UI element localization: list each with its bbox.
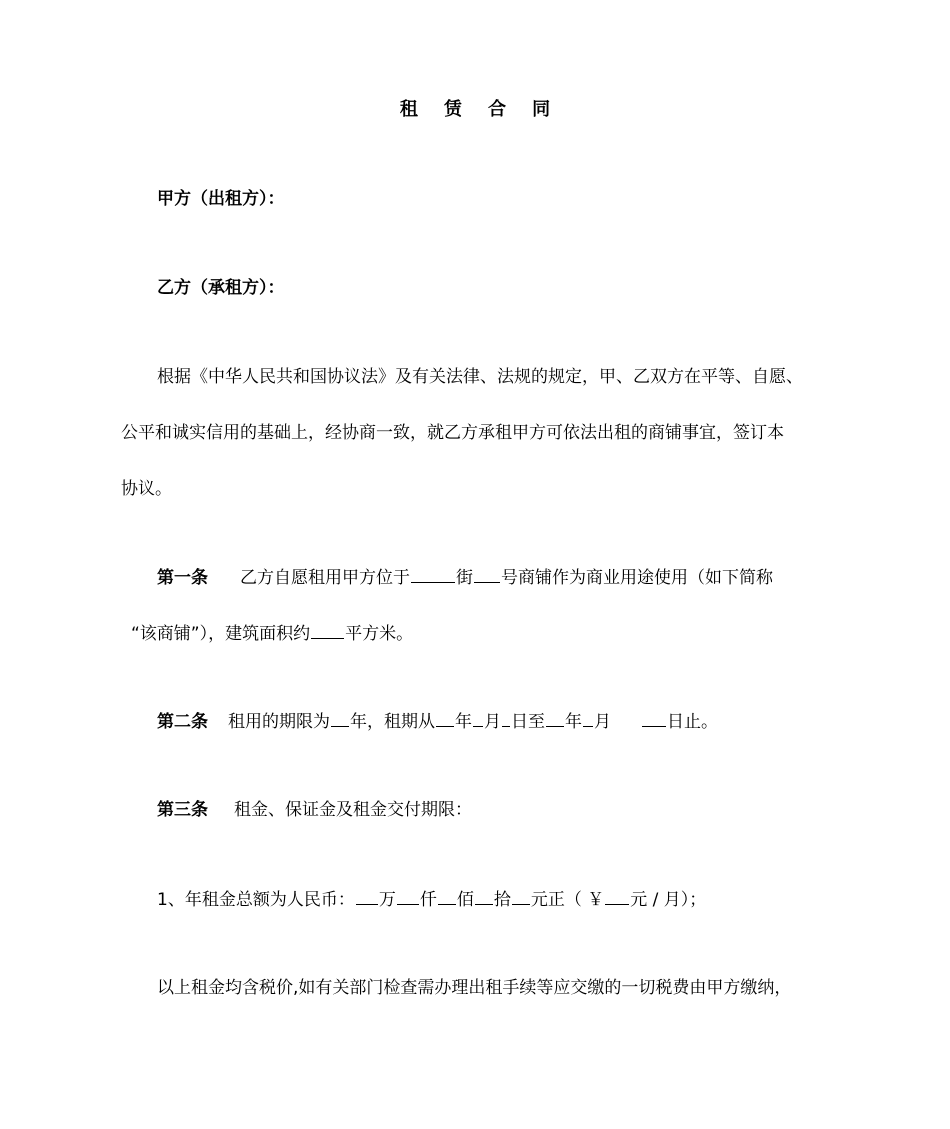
- rent-amount-text: 仟: [419, 890, 437, 910]
- article-1-text: 号商铺作为商业用途使用（如下简称: [501, 568, 773, 588]
- preamble-line-3: 协议。: [121, 479, 172, 499]
- article-3-label: 第三条: [157, 800, 208, 820]
- article-2-text: 租用的期限为: [228, 712, 330, 732]
- start-year-blank: [436, 709, 454, 727]
- article-1-text: “该商铺”），建筑面积约: [131, 624, 311, 644]
- party-b-label: 乙方（承租方）：: [157, 278, 285, 298]
- article-1-text: 乙方自愿租用甲方位于: [240, 568, 410, 588]
- article-1-line-1: [157, 565, 773, 590]
- article-2-text: 年: [455, 712, 472, 732]
- article-2-text: 年，租期从: [350, 712, 435, 732]
- article-2-text: 日至: [511, 712, 545, 732]
- preamble-line-2: 公平和诚实信用的基础上，经协商一致，就乙方承租甲方可依法出租的商铺事宜，签订本: [121, 423, 784, 443]
- article-3-text: 租金、保证金及租金交付期限：: [234, 800, 472, 820]
- article-1-line-2: [131, 621, 413, 646]
- wan-blank: [356, 887, 378, 905]
- start-day-blank: [502, 709, 510, 727]
- rent-amount-text: 拾: [493, 890, 511, 910]
- term-years-blank: [331, 709, 349, 727]
- article-2-text: 月: [594, 712, 611, 732]
- area-blank: [311, 621, 344, 639]
- rent-amount-text: 1、年租金总额为人民币：: [157, 890, 355, 910]
- start-month-blank: [473, 709, 483, 727]
- article-3-line: [157, 798, 472, 822]
- article-2-text: 月: [484, 712, 501, 732]
- yuan-blank: [512, 887, 530, 905]
- article-1-text: 街: [456, 568, 473, 588]
- monthly-amount-blank: [605, 887, 629, 905]
- rent-amount-text: 佰: [456, 890, 474, 910]
- qian-blank: [397, 887, 419, 905]
- rent-amount-text: 元正（ ￥: [530, 890, 605, 910]
- article-2-text: 年: [565, 712, 582, 732]
- preamble-line-1: 根据《中华人民共和国协议法》及有关法律、法规的规定，甲、乙双方在平等、自愿、: [157, 367, 803, 387]
- bai-blank: [438, 887, 456, 905]
- article-2-text: 日止。: [667, 712, 718, 732]
- rent-amount-text: 万: [378, 890, 396, 910]
- shi-blank: [475, 887, 493, 905]
- street-blank: [411, 565, 455, 583]
- rent-amount-line: [157, 887, 706, 912]
- article-2-line: [157, 709, 718, 734]
- tax-note-line: 以上租金均含税价,如有关部门检查需办理出租手续等应交缴的一切税费由甲方缴纳，: [157, 978, 792, 998]
- article-1-text: 平方米。: [345, 624, 414, 644]
- end-year-blank: [546, 709, 564, 727]
- article-2-label: 第二条: [157, 712, 208, 732]
- number-blank: [474, 565, 500, 583]
- party-a-label: 甲方（出租方）：: [157, 189, 285, 209]
- end-day-blank: [642, 709, 666, 727]
- article-1-label: 第一条: [157, 568, 208, 588]
- document-title: 租 赁 合 同: [399, 99, 560, 120]
- rent-amount-text: 元 / 月）；: [630, 890, 707, 910]
- end-month-blank: [583, 709, 593, 727]
